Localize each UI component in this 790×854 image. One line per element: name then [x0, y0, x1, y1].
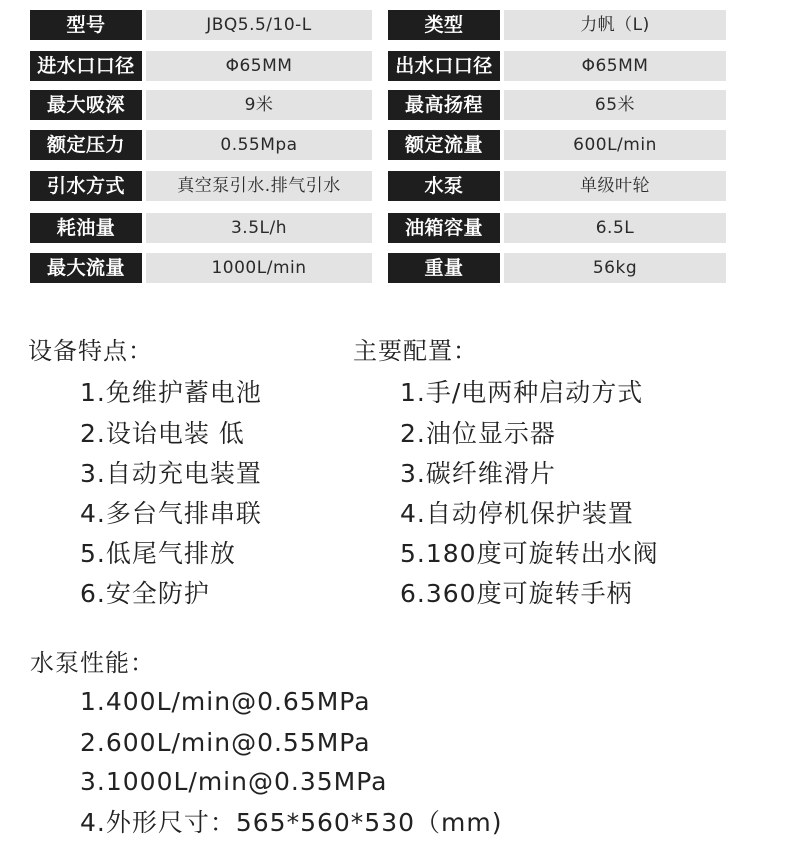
spec-label: 引水方式 [30, 171, 142, 201]
spec-value: 力帆（L) [504, 10, 726, 40]
spec-label: 型号 [30, 10, 142, 40]
performance-item: 3.1000L/min@0.35MPa [80, 767, 388, 796]
feature-item: 1.免维护蓄电池 [80, 378, 262, 407]
config-item: 2.油位显示器 [400, 419, 556, 448]
performance-item: 4.外形尺寸：565*560*530（mm) [80, 808, 503, 837]
spec-value: Φ65MM [504, 51, 726, 81]
spec-label: 最大吸深 [30, 90, 142, 120]
spec-label: 出水口口径 [388, 51, 500, 81]
spec-label: 油箱容量 [388, 213, 500, 243]
feature-item: 3.自动充电装置 [80, 459, 262, 488]
feature-item: 6.安全防护 [80, 579, 210, 608]
spec-value: 56kg [504, 253, 726, 283]
spec-value: 600L/min [504, 130, 726, 160]
feature-item: 4.多台气排串联 [80, 499, 262, 528]
spec-label: 重量 [388, 253, 500, 283]
spec-value: JBQ5.5/10-L [146, 10, 372, 40]
spec-label: 进水口口径 [30, 51, 142, 81]
spec-label: 最高扬程 [388, 90, 500, 120]
spec-value: 0.55Mpa [146, 130, 372, 160]
feature-item: 5.低尾气排放 [80, 539, 236, 568]
spec-label: 耗油量 [30, 213, 142, 243]
spec-value: 单级叶轮 [504, 171, 726, 201]
spec-label: 最大流量 [30, 253, 142, 283]
spec-value: 9米 [146, 90, 372, 120]
feature-item: 2.设诒电装 低 [80, 419, 245, 448]
spec-label: 水泵 [388, 171, 500, 201]
config-item: 5.180度可旋转出水阀 [400, 539, 659, 568]
spec-value: 65米 [504, 90, 726, 120]
spec-label: 类型 [388, 10, 500, 40]
spec-label: 额定流量 [388, 130, 500, 160]
performance-item: 1.400L/min@0.65MPa [80, 687, 371, 716]
performance-item: 2.600L/min@0.55MPa [80, 728, 371, 757]
config-item: 1.手/电两种启动方式 [400, 378, 644, 407]
config-item: 3.碳纤维滑片 [400, 459, 556, 488]
spec-value: 1000L/min [146, 253, 372, 283]
spec-value: 真空泵引水.排气引水 [146, 171, 372, 201]
spec-value: Φ65MM [146, 51, 372, 81]
config-item: 6.360度可旋转手柄 [400, 579, 633, 608]
spec-label: 额定压力 [30, 130, 142, 160]
config-heading: 主要配置： [353, 337, 478, 365]
features-heading: 设备特点： [28, 337, 153, 365]
config-item: 4.自动停机保护装置 [400, 499, 634, 528]
spec-value: 6.5L [504, 213, 726, 243]
spec-value: 3.5L/h [146, 213, 372, 243]
performance-heading: 水泵性能： [30, 649, 155, 677]
